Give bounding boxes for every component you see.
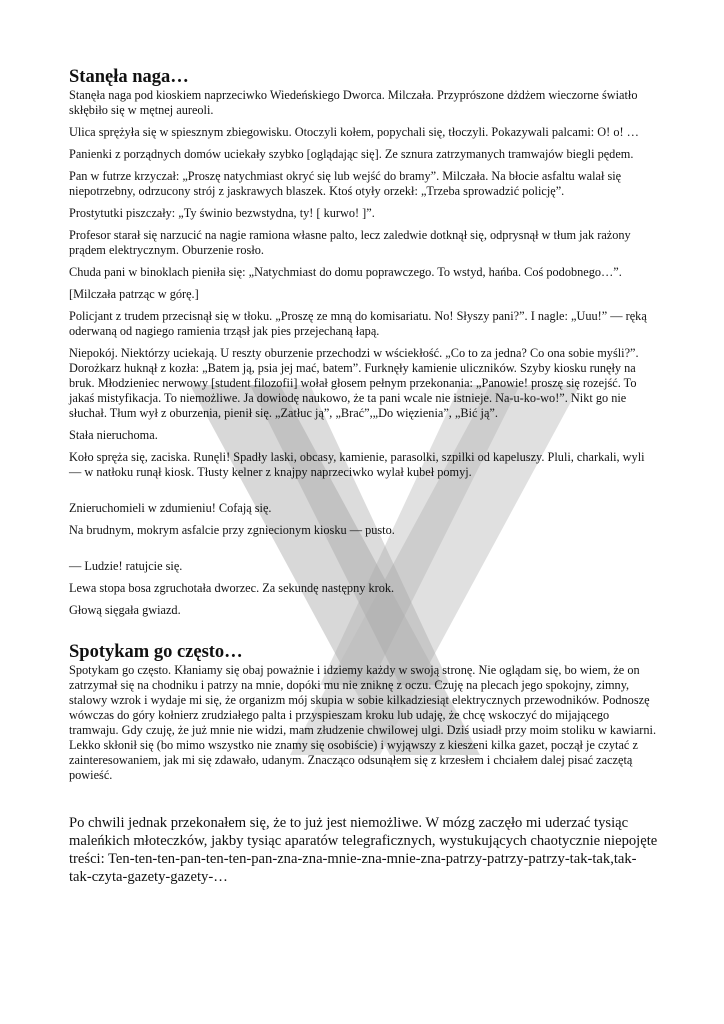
paragraph: Koło spręża się, zaciska. Runęli! Spadły laski, obcasy, kamienie, parasolki, szpilki od kapeluszy. Pluli, charkali, wyli — w natłoku runął kiosk. Tłusty kelner z knajpy naprzeciwko wylał kubeł pomyj. [69,450,645,479]
paragraph: Głową sięgała gwiazd. [69,603,181,617]
document-body [69,66,659,893]
paragraph: Pan w futrze krzyczał: „Proszę natychmiast okryć się lub wejść do bramy”. Milczała. Na błocie asfaltu walał się niepotrzebny, odrzucony strój z jaskrawych blaszek. Ktoś otyły orzekł: „Trzeba sprowadzić policję”. [69,169,622,198]
paragraph: [Milczała patrząc w górę.] [69,287,199,301]
paragraph: Prostytutki piszczały: „Ty świnio bezwstydna, ty! [ kurwo! ]”. [69,206,375,220]
paragraph: Lewa stopa bosa zgruchotała dworzec. Za sekundę następny krok. [69,581,395,595]
paragraph: Chuda pani w binoklach pieniła się: „Natychmiast do domu poprawczego. To wstyd, hańba. Coś podobnego…”. [69,265,622,279]
paragraph: Po chwili jednak przekonałem się, że to już jest niemożliwe. W mózg zaczęło mi uderzać tysiąc maleńkich młoteczków, jakby tysiąc aparatów telegraficznych, wystukujących chaotycznie niepojęte treści: Ten-ten-ten-pan-ten-ten-pan-zna-zna-mnie-zna-mnie-zna-patrzy-patrzy-patrzy-tak-tak,tak-tak-czyta-gazety-gazety-… [69,815,658,885]
paragraph: Policjant z trudem przecisnął się w tłoku. „Proszę ze mną do komisariatu. No! Słyszy pani?”. I nagle: „Uuu!” — ręką oderwaną od nagiego ramienia trząsł jak pies przejechaną łapą. [69,309,647,338]
paragraph: Ulica sprężyła się w spiesznym zbiegowisku. Otoczyli kołem, popychali się, tłoczyli. Pokazywali palcami: O! o! … [69,125,639,139]
paragraph: Panienki z porządnych domów uciekały szybko [oglądając się]. Ze sznura zatrzymanych tramwajów biegli pędem. [69,147,634,161]
paragraph: Znieruchomieli w zdumieniu! Cofają się. [69,501,272,515]
paragraph: Stała nieruchoma. [69,428,158,442]
paragraph: Stanęła naga pod kioskiem naprzeciwko Wiedeńskiego Dworca. Milczała. Przyprószone dżdżem wieczorne światło skłębiło się w mętnej aureoli. [69,88,638,117]
paragraph: Profesor starał się narzucić na nagie ramiona własne palto, lecz zaledwie dotknął się, odprysnął w tłum jak rażony prądem elektrycznym. Oburzenie rosło. [69,228,631,257]
section-title: Stanęła naga… [69,67,189,87]
paragraph: Niepokój. Niektórzy uciekają. U reszty oburzenie przechodzi w wściekłość. „Co to za jedna? Co ona sobie myśli?”. Dorożkarz huknął z kozła: „Batem ją, psia jej mać, batem”. Furknęły kamienie uliczników. Szyby kiosku runęły na bruk. Młodzieniec nerwowy [student filozofii] wołał głosem pełnym przekonania: „Panowie! proszę się rozejść. To jakaś mistyfikacja. To niemożliwe. Ja dowiodę naukowo, że ta pani wcale nie istnieje. Na-u-ko-wo!”. Nikt go nie słuchał. Tłum wył z oburzenia, pienił się. „Zatłuc ją”, „Brać”,„Do więzienia”, „Bić ją”. [69,346,639,420]
section-title: Spotykam go często… [69,642,243,662]
paragraph: — Ludzie! ratujcie się. [69,559,183,573]
paragraph: Spotykam go często. Kłaniamy się obaj poważnie i idziemy każdy w swoją stronę. Nie oglądam się, bo wiem, że on zatrzymał się na chodniku i patrzy na mnie, dopóki mu nie zniknę z oczu. Czuję na plecach jego spokojny, zimny, stalowy wzrok i wydaje mi się, że organizm mój skupia w sobie kilkadziesiąt elektrycznych przewodników. Podnoszę wówczas do góry kołnierz zrudziałego palta i przyspieszam kroku lub udaję, że chcę wskoczyć do mijającego tramwaju. Gdy czuję, że już mnie nie widzi, mam złudzenie chwilowej ulgi. Dziś usiadł przy moim stoliku w kawiarni. Lekko skłonił się (bo mimo wszystko nie znamy się osobiście) i wyjąwszy z kieszeni kilka gazet, począł je czytać z zainteresowaniem, jak mi się zdawało, udanym. Znacząco odsunąłem się z krzesłem i chciałem dalej pisać zaczętą powieść. [69,663,657,782]
paragraph: Na brudnym, mokrym asfalcie przy zgniecionym kiosku — pusto. [69,523,395,537]
